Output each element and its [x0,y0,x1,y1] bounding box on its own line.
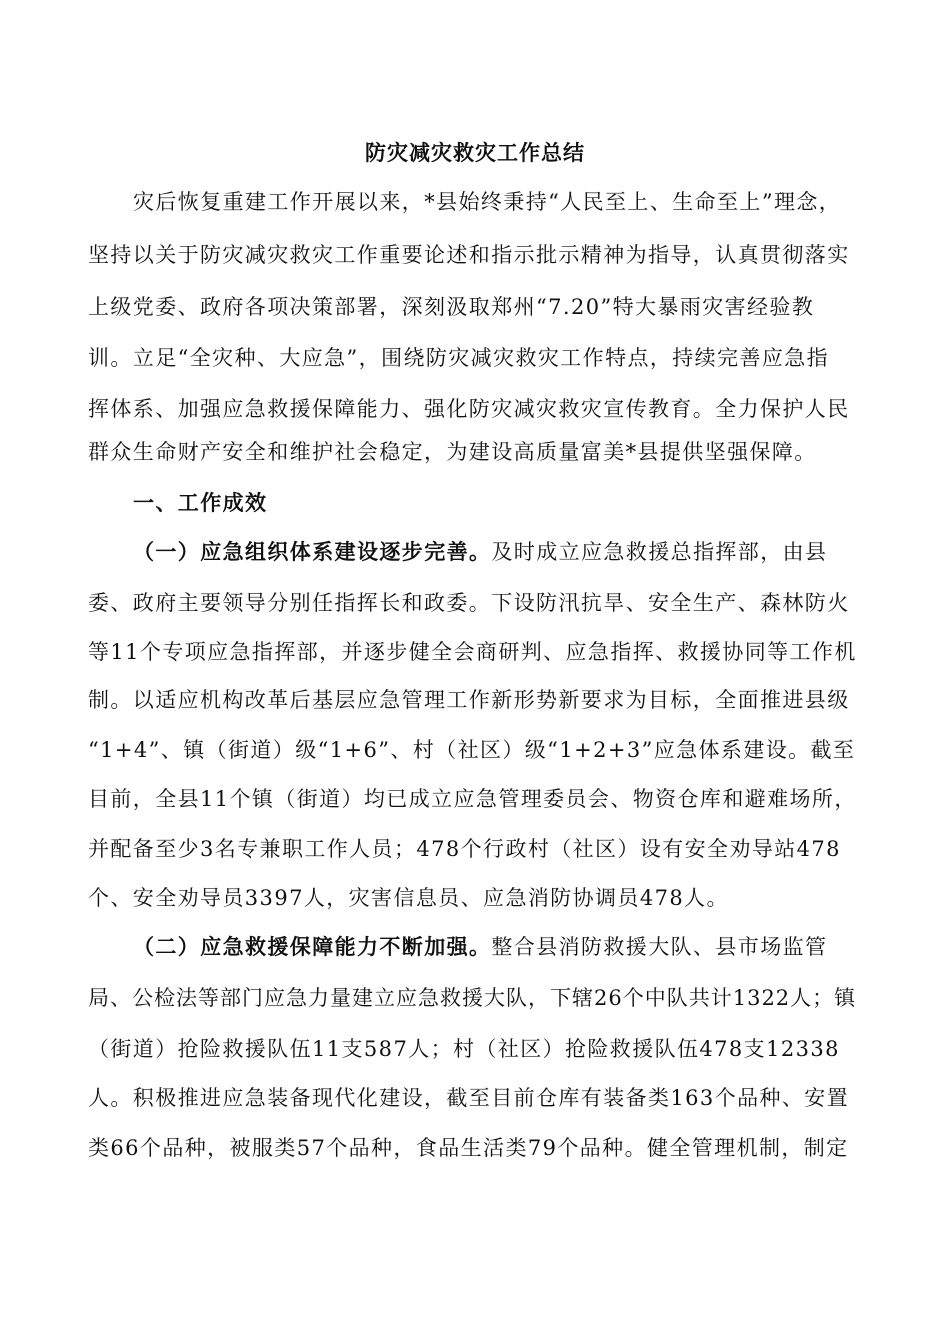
paragraph-line: 委、政府主要领导分别任指挥长和政委。下设防汛抗旱、安全生产、森林防火 [88,591,850,615]
subsection-first-line [133,932,827,962]
paragraph-line: 目前，全县11个镇（街道）均已成立应急管理委员会、物资仓库和避难场所， [88,787,857,811]
paragraph-line: 训。立足“全灾种、大应急”，围绕防灾减灾救灾工作特点，持续完善应急指 [88,346,830,370]
paragraph-line: 制。以适应机构改革后基层应急管理工作新形势新要求为目标，全面推进县级 [88,688,850,712]
paragraph-line: 等11个专项应急指挥部，并逐步健全会商研判、应急指挥、救援协同等工作机 [88,640,857,664]
paragraph-line: 上级党委、政府各项决策部署，深刻汲取郑州“7.20”特大暴雨灾害经验教 [88,295,815,319]
paragraph-line: 并配备至少3名专兼职工作人员；478个行政村（社区）设有安全劝导站478 [88,837,841,861]
paragraph-line: 灾后恢复重建工作开展以来，*县始终秉持“人民至上、生命至上”理念， [133,190,842,214]
paragraph-line: “1+4”、镇（街道）级“1+6”、村（社区）级“1+2+3”应急体系建设。截至 [88,738,856,762]
subsection-lead: 整合县消防救援大队、县市场监管 [491,935,828,959]
paragraph-line: 类66个品种，被服类57个品种，食品生活类79个品种。健全管理机制，制定 [88,1136,849,1160]
document-title: 防灾减灾救灾工作总结 [365,140,585,165]
subsection-lead: 及时成立应急救援总指挥部，由县 [491,540,828,564]
paragraph-line: 局、公检法等部门应急力量建立应急救援大队，下辖26个中队共计1322人；镇 [88,986,857,1010]
paragraph-line: （街道）抢险救援队伍11支587人；村（社区）抢险救援队伍478支12338 [88,1037,840,1061]
paragraph-line: 挥体系、加强应急救援保障能力、强化防灾减灾救灾宣传教育。全力保护人民 [88,397,850,421]
paragraph-line: 群众生命财产安全和维护社会稳定，为建设高质量富美*县提供坚强保障。 [88,440,817,464]
subsection-first-line [133,537,827,567]
subsection-heading: （一）应急组织体系建设逐步完善。 [133,539,492,564]
paragraph-line: 人。积极推进应急装备现代化建设，截至目前仓库有装备类163个品种、安置 [88,1086,850,1110]
subsection-heading: （二）应急救援保障能力不断加强。 [133,934,492,959]
paragraph-line: 个、安全劝导员3397人，灾害信息员、应急消防协调员478人。 [88,886,729,910]
section-heading: 一、工作成效 [133,490,268,515]
paragraph-line: 坚持以关于防灾减灾救灾工作重要论述和指示批示精神为指导，认真贯彻落实 [88,243,850,267]
